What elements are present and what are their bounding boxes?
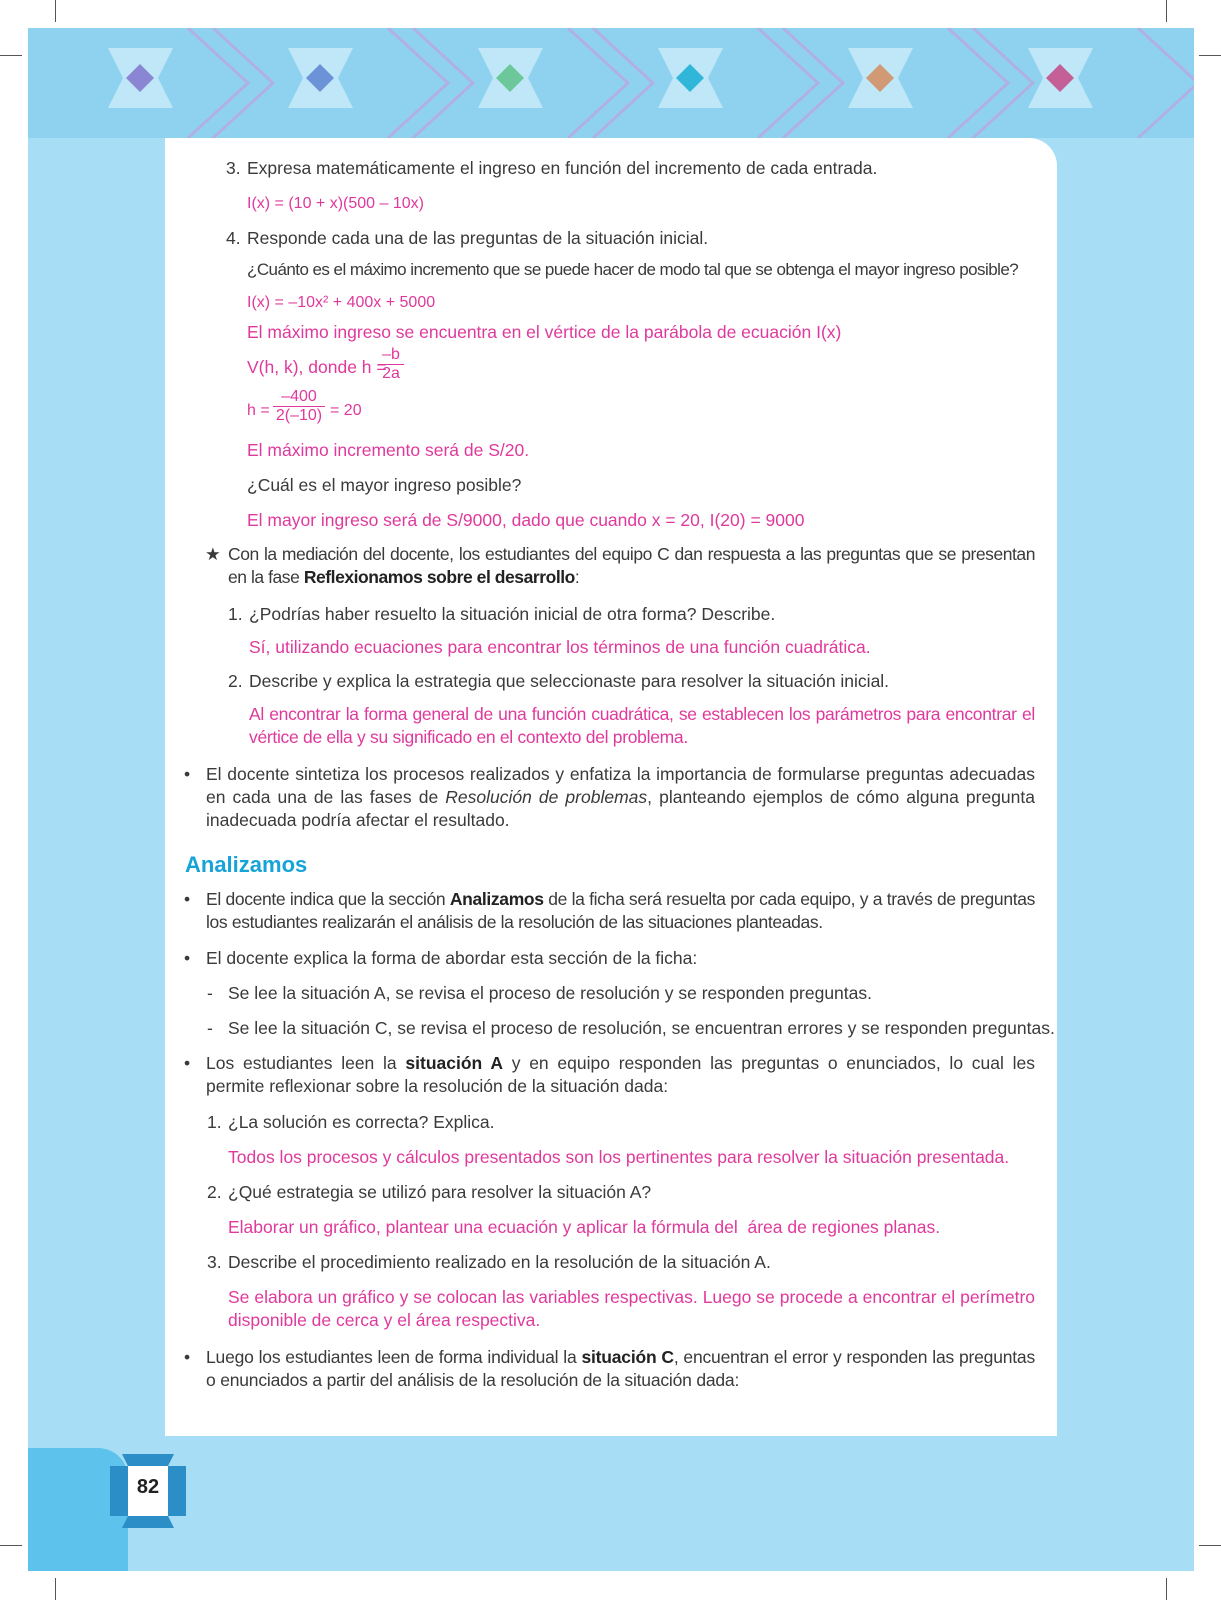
crop-mark: [1166, 1578, 1167, 1600]
step4-answer-2: El mayor ingreso será de S/9000, dado que cuando x = 20, I(20) = 9000: [247, 510, 805, 530]
bullet-icon: •: [184, 1053, 191, 1073]
h-denominator: 2(–10): [273, 406, 325, 425]
h-numerator: –400: [281, 388, 317, 405]
qa-1-num: 1.: [207, 1112, 222, 1132]
page-number: 82: [136, 1476, 160, 1498]
analizamos-intro: El docente indica que la sección Analizamos de la ficha será resuelta por cada equipo, y a través de preguntas los estudiantes realizarán el análisis de la resolución de las situaciones planteadas.: [206, 889, 1035, 932]
step3-question: Expresa matemáticamente el ingreso en función del incremento de cada entrada.: [247, 158, 878, 178]
bullet-icon: •: [184, 1347, 191, 1367]
phase-name: Reflexionamos sobre el desarrollo: [303, 567, 575, 587]
qa-3-num: 3.: [207, 1252, 222, 1272]
synthesis-paragraph: El docente sintetiza los procesos realizados y enfatiza la importancia de formularse preguntas adecuadas en cada una de las fases de Resolución de problemas, planteando ejemplos de cómo alguna pregunta inadecuada podría afectar el resultado.: [206, 764, 1035, 830]
bullet-icon: •: [184, 948, 191, 968]
step3-num: 3.: [226, 158, 241, 178]
crop-mark: [0, 1545, 22, 1546]
qa-2-num: 2.: [207, 1182, 222, 1202]
step4-equation: I(x) = –10x² + 400x + 5000: [247, 294, 436, 311]
step4-increment-answer: El máximo incremento será de S/20.: [247, 440, 530, 460]
crop-mark: [1166, 0, 1167, 22]
pattern-icon: [28, 28, 1194, 138]
star-item-1-question: ¿Podrías haber resuelto la situación inicial de otra forma? Describe.: [249, 604, 776, 624]
bullet-icon: •: [184, 764, 191, 784]
approach-step-a: Se lee la situación A, se revisa el proceso de resolución y se responden preguntas.: [228, 983, 872, 1003]
qa-3-question: Describe el procedimiento realizado en la resolución de la situación A.: [228, 1252, 771, 1272]
step4-question-1: ¿Cuánto es el máximo incremento que se puede hacer de modo tal que se obtenga el mayor ingreso posible?: [247, 260, 1019, 279]
dash-icon: -: [207, 983, 213, 1003]
qa-2-answer: Elaborar un gráfico, plantear una ecuación y aplicar la fórmula del área de regiones planas.: [228, 1217, 941, 1237]
crop-mark: [1199, 1545, 1221, 1546]
qa-1-answer: Todos los procesos y cálculos presentados son los pertinentes para resolver la situación presentada.: [228, 1147, 1010, 1167]
approach-step-c: Se lee la situación C, se revisa el proceso de resolución, se encuentran errores y se responden preguntas.: [228, 1018, 1055, 1038]
bullet-icon: •: [184, 889, 191, 909]
h-fraction: [273, 388, 325, 425]
step4-question-2: ¿Cuál es el mayor ingreso posible?: [247, 475, 522, 495]
step4-title: Responde cada una de las preguntas de la situación inicial.: [247, 228, 709, 248]
vertex-formula-text: V(h, k), donde h =: [247, 357, 387, 377]
crop-mark: [55, 1578, 56, 1600]
decorative-banner: [28, 28, 1194, 138]
vertex-denominator: 2a: [378, 364, 404, 383]
page-number-badge: [110, 1454, 186, 1528]
star-item-2-question: Describe y explica la estrategia que seleccionaste para resolver la situación inicial.: [249, 671, 890, 691]
section-heading: Analizamos: [185, 852, 308, 877]
star-item-1-answer: Sí, utilizando ecuaciones para encontrar los términos de una función cuadrática.: [249, 637, 871, 657]
star-item-1-num: 1.: [228, 604, 243, 624]
crop-mark: [55, 0, 56, 22]
star-paragraph: Con la mediación del docente, los estudiantes del equipo C dan respuesta a las preguntas que se presentan en la fase Reflexionamos sobre el desarrollo:: [228, 544, 1035, 587]
star-icon: ★: [205, 544, 221, 564]
dash-icon: -: [207, 1018, 213, 1038]
h-label: h =: [247, 402, 270, 419]
crop-mark: [1199, 55, 1221, 56]
step4-num: 4.: [226, 228, 241, 248]
situation-c-intro: Luego los estudiantes leen de forma individual la situación C, encuentran el error y responden las preguntas o enunciados a partir del análisis de la resolución de la situación dada:: [206, 1347, 1036, 1390]
step3-answer: I(x) = (10 + x)(500 – 10x): [247, 195, 424, 212]
step4-vertex-note: El máximo ingreso se encuentra en el vértice de la parábola de ecuación I(x): [247, 322, 842, 342]
star-item-2-answer: Al encontrar la forma general de una función cuadrática, se establecen los parámetros para encontrar el vértice de ella y su significado en el contexto del problema.: [249, 704, 1035, 747]
vertex-numerator: –b: [382, 346, 400, 363]
approach-text: El docente explica la forma de abordar esta sección de la ficha:: [206, 948, 698, 968]
vertex-fraction: [378, 346, 404, 383]
situation-a-intro: Los estudiantes leen la situación A y en equipo responden las preguntas o enunciados, lo cual les permite reflexionar sobre la resolución de la situación dada:: [206, 1053, 1036, 1096]
qa-2-question: ¿Qué estrategia se utilizó para resolver la situación A?: [228, 1182, 652, 1202]
crop-mark: [0, 55, 22, 56]
star-item-2-num: 2.: [228, 671, 243, 691]
h-result: = 20: [330, 402, 362, 419]
qa-3-answer: Se elabora un gráfico y se colocan las variables respectivas. Luego se procede a encontrar el perímetro disponible de cerca y el área respectiva.: [228, 1287, 1035, 1330]
qa-1-question: ¿La solución es correcta? Explica.: [228, 1112, 495, 1132]
